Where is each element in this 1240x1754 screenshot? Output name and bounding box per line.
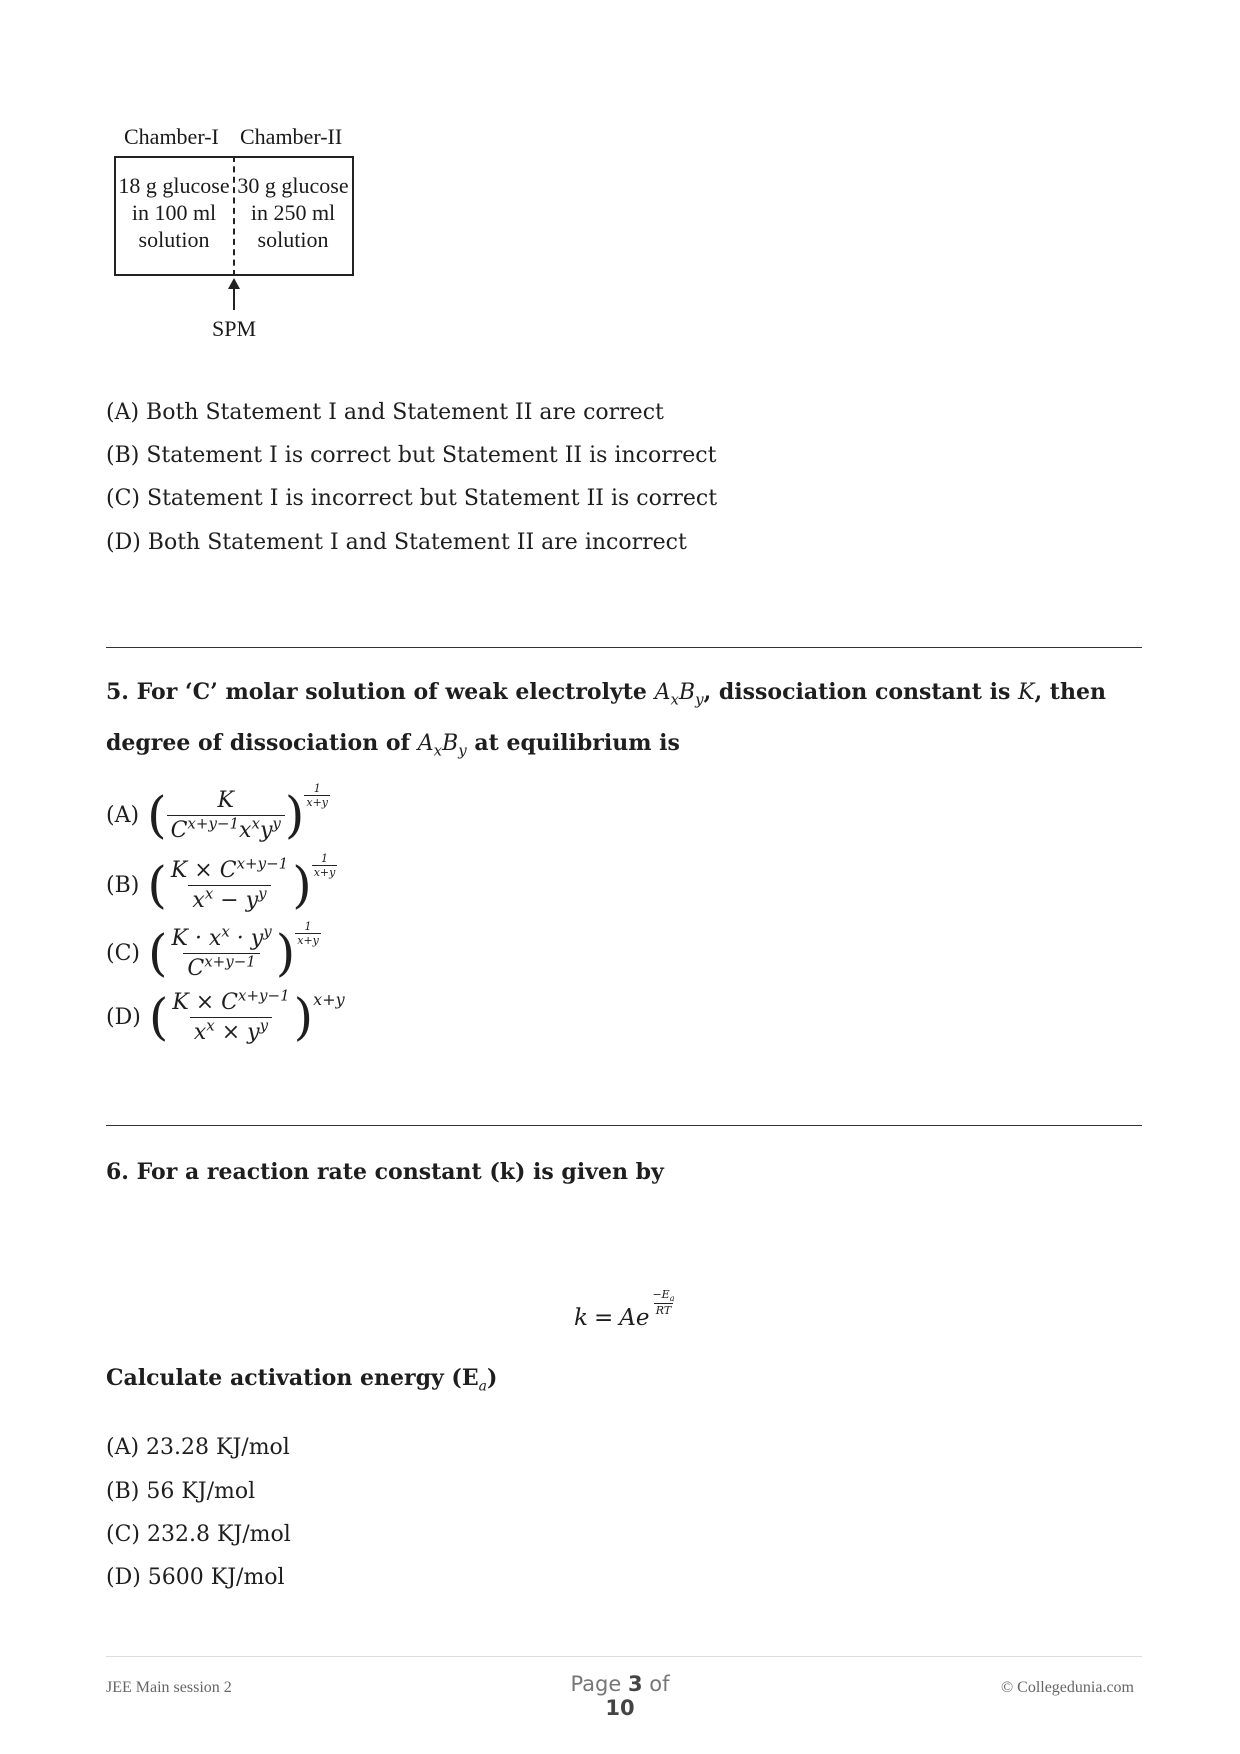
q5-option-b: (B) ( $\frac{K \times C^{x+y-1}}{x^x - y^y}$ ) $\frac{1}{x+y}$ [106, 852, 336, 914]
q5-option-d: (D) ( $\frac{K \times C^{x+y-1}}{x^x \times y^y}$ ) x+y [106, 986, 345, 1046]
arrow-up-icon [224, 278, 244, 312]
footer-exam-name: JEE Main session 2 [106, 1679, 232, 1696]
q6-question: 6. For a reaction rate constant (k) is given by [106, 1159, 664, 1185]
divider [106, 647, 1142, 648]
spm-label: SPM [212, 316, 257, 341]
q4-option-d: (D) Both Statement I and Statement II are incorrect [106, 530, 687, 555]
divider [106, 1125, 1142, 1126]
q4-option-a: (A) Both Statement I and Statement II are correct [106, 400, 664, 425]
chamber2-contents: 30 g glucose in 250 ml solution [237, 173, 349, 252]
q5-option-a: (A) ( $\frac{K}{C^{x+y-1}x^xy^y}$ ) $\frac{1}{x+y}$ [106, 782, 329, 844]
q4-option-c: (C) Statement I is incorrect but Statement II is correct [106, 486, 718, 511]
semipermeable-membrane [233, 156, 235, 276]
q6-option-d: (D) 5600 KJ/mol [106, 1565, 285, 1590]
osmosis-diagram [112, 120, 372, 350]
chamber1-contents: 18 g glucose in 100 ml solution [118, 173, 230, 252]
q6-option-b: (B) 56 KJ/mol [106, 1479, 256, 1504]
chamber2-label: Chamber-II [240, 124, 343, 149]
q5-option-c: (C) ( $\frac{K \cdot x^x \cdot y^y}{C^{x+y-1}}$ ) $\frac{1}{x+y}$ [106, 920, 319, 982]
q4-option-b: (B) Statement I is correct but Statement II is incorrect [106, 443, 717, 468]
q6-option-c: (C) 232.8 KJ/mol [106, 1522, 291, 1547]
footer-copyright: © Collegedunia.com [1000, 1679, 1134, 1696]
page-indicator: Page 3 of 10 [570, 1672, 670, 1720]
footer-divider [106, 1656, 1142, 1657]
q6-option-a: (A) 23.28 KJ/mol [106, 1435, 290, 1460]
chamber1-label: Chamber-I [124, 124, 219, 149]
rate-constant-formula: k = Ae $\frac{-E_a}{RT}$ [574, 1288, 675, 1332]
q6-prompt: Calculate activation energy $(E_a)$ [106, 1365, 498, 1395]
q5-question: 5. For ‘C’ molar solution of weak electrolyte $A_xB_y$, dissociation constant is K, then degree of dissociation of $A_xB_y$ at equilibrium is [106, 679, 1106, 760]
